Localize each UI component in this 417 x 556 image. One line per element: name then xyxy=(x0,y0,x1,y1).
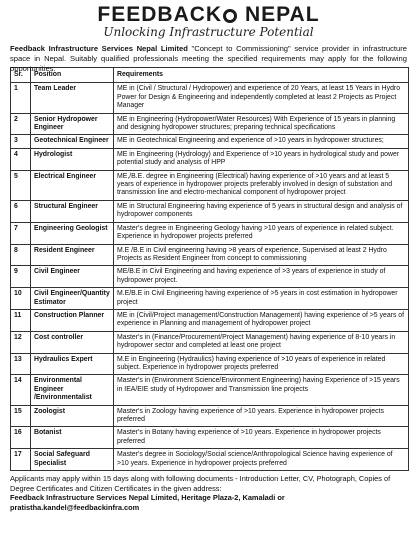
intro-text: "Concept to Commissioning" service provider in infrastructure space in Nepal. Suitably qualified professionals meeting the specified requirements may apply for the following opportunities: xyxy=(10,44,407,73)
table-row xyxy=(11,170,409,200)
contact-address: Feedback Infrastructure Services Nepal Limited, Heritage Plaza-2, Kamaladi or pratistha.kandel@feedbackinfra.com xyxy=(10,493,285,512)
header-requirements: Requirements xyxy=(114,68,409,83)
table-row xyxy=(11,331,409,353)
row-requirements: Master's in Botany having experience of >10 years. Experience in hydropower projects preferred xyxy=(114,427,409,449)
row-sr: 11 xyxy=(11,309,31,331)
row-requirements: Master's in (Environment Science/Environment Engineering) having Experience of >15 years in IEA/EIE study of Hydropower and Transmission line projects xyxy=(114,375,409,405)
logo-text-feedback: FEEDBACK xyxy=(97,3,223,26)
row-sr: 3 xyxy=(11,135,31,148)
table-row xyxy=(11,148,409,170)
table-row xyxy=(11,449,409,471)
row-requirements: M.E/B.E in Civil Engineering having experience of >5 years in cost estimation in hydropower project xyxy=(114,288,409,310)
header-position: Position xyxy=(31,68,114,83)
row-position: Environmental Engineer /Environmentalist xyxy=(31,375,114,405)
row-sr: 16 xyxy=(11,427,31,449)
tagline: Unlocking Infrastructure Potential xyxy=(103,25,314,39)
row-requirements: ME in (Civil/Project management/Construction Management) having experience of >5 years of experience in Planning and management of hydropower project xyxy=(114,309,409,331)
company-logo xyxy=(0,4,417,26)
intro-paragraph xyxy=(0,42,417,73)
row-sr: 8 xyxy=(11,244,31,266)
row-requirements: ME in Geotechnical Engineering and experience of >10 years in hydropower structures; xyxy=(114,135,409,148)
row-position: Civil Engineer/Quantity Estimator xyxy=(31,288,114,310)
table-header-row xyxy=(11,68,409,83)
row-position: Team Leader xyxy=(31,83,114,113)
table-row xyxy=(11,266,409,288)
table-row xyxy=(11,375,409,405)
table-row xyxy=(11,405,409,427)
row-position: Civil Engineer xyxy=(31,266,114,288)
row-position: Resident Engineer xyxy=(31,244,114,266)
row-sr: 17 xyxy=(11,449,31,471)
row-sr: 5 xyxy=(11,170,31,200)
table-row xyxy=(11,83,409,113)
footer xyxy=(0,471,417,512)
row-position: Structural Engineer xyxy=(31,200,114,222)
row-requirements: ME/B.E in Civil Engineering and having experience of >3 years of experience in study of hydropower project. xyxy=(114,266,409,288)
apply-instructions: Applicants may apply within 15 days along with following documents - Introduction Letter, CV, Photograph, Copies of Degree Certificates and Citizen Certificates in the given address: xyxy=(10,474,391,493)
table-row xyxy=(11,135,409,148)
row-position: Construction Planner xyxy=(31,309,114,331)
row-requirements: ME in (Civil / Structural / Hydropower) and experience of 20 Years, at least 15 Years in Hydro Power for Design & Engineering and independently completed at least 2 Projects as Project Manager xyxy=(114,83,409,113)
row-sr: 15 xyxy=(11,405,31,427)
row-position: Zoologist xyxy=(31,405,114,427)
row-requirements: Master's in (Finance/Procurement/Project Management) having experience of 8-10 years in hydropower sector and completed at least one project xyxy=(114,331,409,353)
row-position: Electrical Engineer xyxy=(31,170,114,200)
row-requirements: Master's degree in Sociology/Social science/Anthropological Science having experience of >10 years. Experience in hydropower projects preferred xyxy=(114,449,409,471)
row-sr: 13 xyxy=(11,353,31,375)
row-sr: 7 xyxy=(11,222,31,244)
table-row xyxy=(11,427,409,449)
row-position: Social Safeguard Specialist xyxy=(31,449,114,471)
gear-icon xyxy=(223,9,237,23)
row-position: Botanist xyxy=(31,427,114,449)
row-sr: 4 xyxy=(11,148,31,170)
header xyxy=(0,0,417,42)
row-position: Geotechnical Engineer xyxy=(31,135,114,148)
row-sr: 10 xyxy=(11,288,31,310)
row-requirements: ME in Engineering (Hydropower/Water Resources) With Experience of 15 years in planning and designing hydropower structures; preparing technical specifications xyxy=(114,113,409,135)
row-position: Senior Hydropower Engineer xyxy=(31,113,114,135)
row-sr: 6 xyxy=(11,200,31,222)
row-requirements: Master's in Zoology having experience of >10 years. Experience in hydropower projects preferred xyxy=(114,405,409,427)
row-sr: 9 xyxy=(11,266,31,288)
intro-company-name: Feedback Infrastructure Services Nepal Limited xyxy=(10,44,188,53)
row-position: Hydrologist xyxy=(31,148,114,170)
row-sr: 12 xyxy=(11,331,31,353)
table-row xyxy=(11,353,409,375)
table-row xyxy=(11,288,409,310)
header-sr: Sr. xyxy=(11,68,31,83)
row-sr: 1 xyxy=(11,83,31,113)
row-position: Cost controller xyxy=(31,331,114,353)
logo-text-nepal: NEPAL xyxy=(244,3,320,26)
table-row xyxy=(11,244,409,266)
row-requirements: Master's degree in Engineering Geology having >10 years of experience in related subject. Experience in hydropower projects preferred xyxy=(114,222,409,244)
row-sr: 2 xyxy=(11,113,31,135)
row-position: Engineering Geologist xyxy=(31,222,114,244)
row-requirements: M.E /B.E in Civil engineering having >8 years of experience, Supervised at least 2 Hydro Projects as Resident Engineer from concept to commissioning xyxy=(114,244,409,266)
table-row xyxy=(11,200,409,222)
row-requirements: ME in Engineering (Hydrology) and Experience of >10 years in hydrological study and power potential study and analysis of HPP xyxy=(114,148,409,170)
vacancy-table xyxy=(10,67,409,471)
table-row xyxy=(11,222,409,244)
row-position: Hydraulics Expert xyxy=(31,353,114,375)
row-requirements: ME in Structural Engineering having experience of 5 years in structural design and analysis of hydropower components xyxy=(114,200,409,222)
table-row xyxy=(11,309,409,331)
table-row xyxy=(11,113,409,135)
row-requirements: M.E in Engineering (Hydraulics) having experience of >10 years of experience in related subject. Experience in hydropower projects preferred xyxy=(114,353,409,375)
row-requirements: ME,/B.E. degree in Engineering (Electrical) having experience of >10 years and at least 5 years of experience in hydropower projects preferably involved in design of substation and transmission line and electro-mechanical component of hydropower project xyxy=(114,170,409,200)
row-sr: 14 xyxy=(11,375,31,405)
